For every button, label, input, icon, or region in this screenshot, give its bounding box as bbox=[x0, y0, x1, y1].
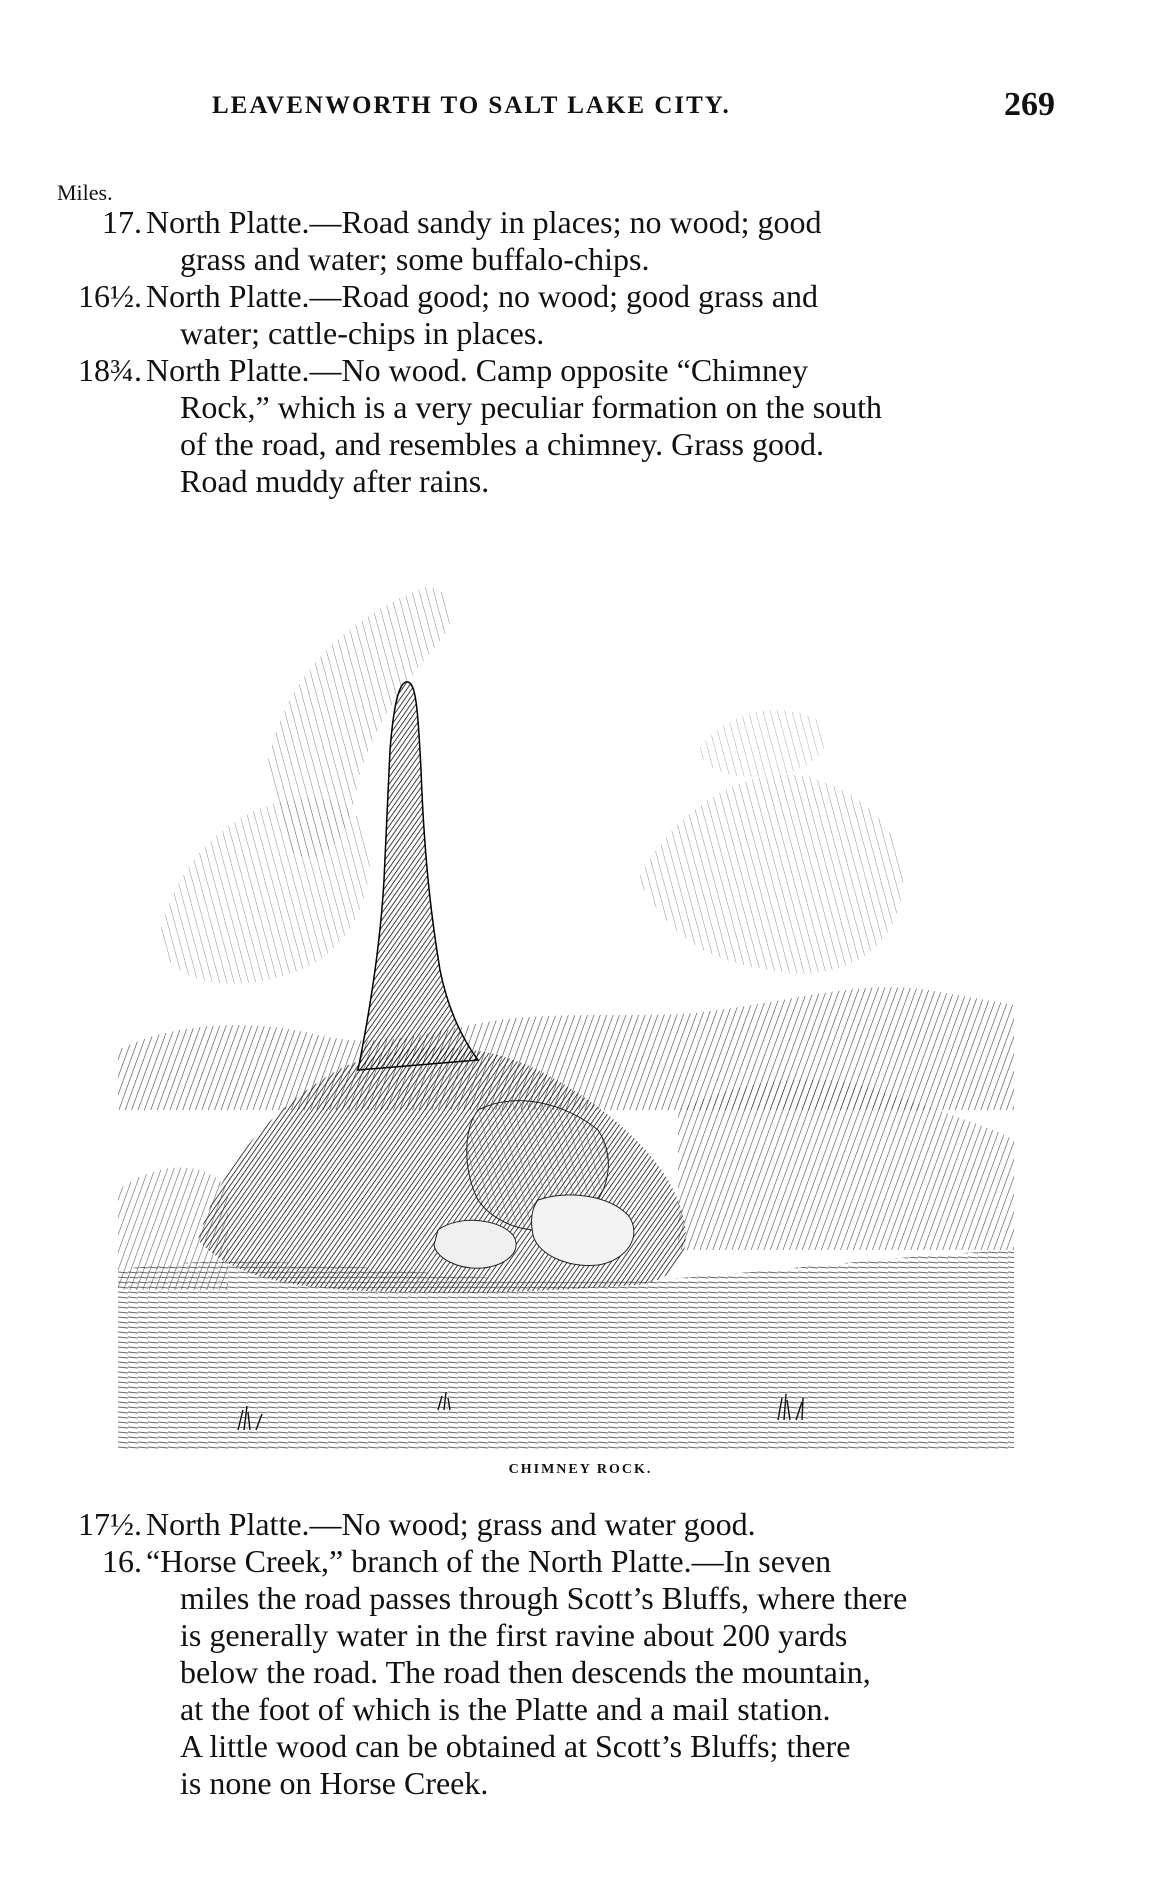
cloud-right-high bbox=[698, 710, 826, 777]
entry-text bbox=[146, 204, 1072, 278]
page-number: 269 bbox=[1004, 86, 1055, 123]
entry-text bbox=[146, 278, 1072, 352]
cloud-right bbox=[638, 775, 903, 973]
entry-miles: 16. bbox=[102, 1543, 142, 1579]
entry-line: A little wood can be obtained at Scott’s Bluffs; there bbox=[180, 1728, 851, 1764]
figure-caption: CHIMNEY ROCK. bbox=[508, 1462, 653, 1477]
entry-miles: 16½. bbox=[78, 278, 142, 314]
entry-line: North Platte.—No wood; grass and water good. bbox=[146, 1506, 756, 1542]
entry-line: water; cattle-chips in places. bbox=[180, 315, 545, 351]
entry-line: North Platte.—No wood. Camp opposite “Chimney bbox=[146, 352, 809, 388]
chimney-spire bbox=[358, 682, 478, 1070]
entry-text bbox=[146, 1506, 1072, 1543]
entry-line: miles the road passes through Scott’s Bluffs, where there bbox=[180, 1580, 908, 1616]
entry-miles: 18¾. bbox=[78, 352, 142, 388]
entry-text bbox=[146, 1543, 1072, 1802]
entry-line: grass and water; some buffalo-chips. bbox=[180, 241, 650, 277]
entry-line: at the foot of which is the Platte and a mail station. bbox=[180, 1691, 831, 1727]
entry-line: is none on Horse Creek. bbox=[180, 1765, 489, 1801]
entry-line: North Platte.—Road sandy in places; no wood; good bbox=[146, 204, 822, 240]
page-header bbox=[0, 86, 1161, 126]
entry-line: of the road, and resembles a chimney. Grass good. bbox=[180, 426, 824, 462]
entry-line: Rock,” which is a very peculiar formation on the south bbox=[180, 389, 883, 425]
running-head: LEAVENWORTH TO SALT LAKE CITY. bbox=[212, 92, 731, 119]
entry-line: North Platte.—Road good; no wood; good grass and bbox=[146, 278, 818, 314]
entry-line: Road muddy after rains. bbox=[180, 463, 490, 499]
entry-text bbox=[146, 352, 1072, 500]
entry-miles: 17. bbox=[102, 204, 142, 240]
entry-line: is generally water in the first ravine about 200 yards bbox=[180, 1617, 848, 1653]
miles-column-label: Miles. bbox=[57, 180, 113, 205]
entry-line: below the road. The road then descends the mountain, bbox=[180, 1654, 871, 1690]
cloud-left-low bbox=[158, 798, 370, 984]
chimney-rock-engraving bbox=[118, 550, 1014, 1450]
entry-line: “Horse Creek,” branch of the North Platte.—In seven bbox=[146, 1543, 832, 1579]
entry-miles: 17½. bbox=[78, 1506, 142, 1542]
